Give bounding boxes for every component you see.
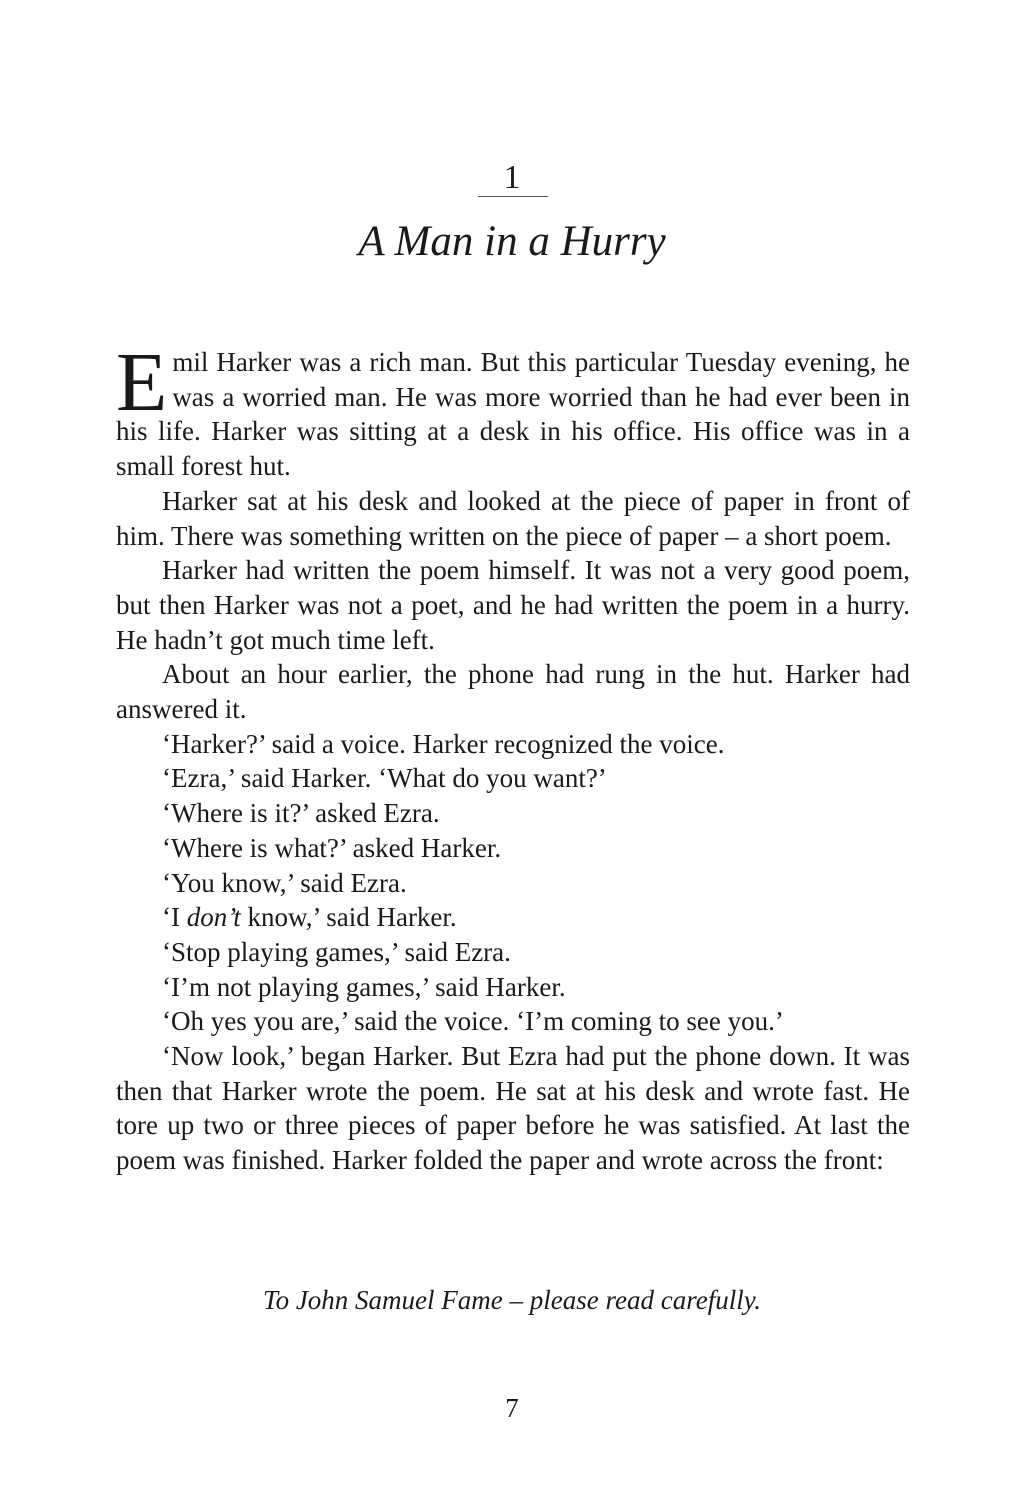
paragraph-1 <box>116 336 910 484</box>
chapter-body <box>116 336 910 1178</box>
paragraph-4: About an hour earlier, the phone had rung in the hut. Harker had answered it. <box>116 659 910 725</box>
dialogue-line-7: ‘Stop playing games,’ said Ezra. <box>162 936 511 967</box>
dialogue-line-6-start: ‘I <box>162 902 187 933</box>
dialogue-line-6-emphasis: don’t <box>186 902 241 933</box>
paragraph-1-text: mil Harker was a rich man. But this particular Tuesday evening, he was a worried man. He was more worried than he had ever been in his life. Harker was sitting at a desk in his office. His office was in a small forest hut. <box>116 347 910 482</box>
dialogue-line-2: ‘Ezra,’ said Harker. ‘What do you want?’ <box>162 763 607 794</box>
dialogue-line-6 <box>116 900 910 935</box>
page-number: 7 <box>505 1393 519 1423</box>
drop-cap: E <box>116 336 168 429</box>
dialogue-line-3: ‘Where is it?’ asked Ezra. <box>162 798 440 829</box>
dialogue-line-9: ‘Oh yes you are,’ said the voice. ‘I’m coming to see you.’ <box>162 1006 784 1037</box>
chapter-title: A Man in a Hurry <box>358 218 666 265</box>
paragraph-3: Harker had written the poem himself. It was not a very good poem, but then Harker was not a poet, and he had written the poem in a hurry. He hadn’t got much time left. <box>116 555 910 655</box>
chapter-number: 1 <box>503 159 521 196</box>
dialogue-line-5: ‘You know,’ said Ezra. <box>162 867 407 898</box>
dialogue-line-8: ‘I’m not playing games,’ said Harker. <box>162 971 566 1002</box>
dialogue-line-4: ‘Where is what?’ asked Harker. <box>162 832 502 863</box>
chapter-number-rule <box>478 196 548 197</box>
dialogue-line-1: ‘Harker?’ said a voice. Harker recognized the voice. <box>162 728 725 759</box>
paragraph-5: ‘Now look,’ began Harker. But Ezra had put the phone down. It was then that Harker wrote the poem. He sat at his desk and wrote fast. He tore up two or three pieces of paper before he was satisfied. At last the poem was finished. Harker folded the paper and wrote across the front: <box>116 1041 910 1176</box>
dialogue-line-6-end: know,’ said Harker. <box>240 902 457 933</box>
paragraph-2: Harker sat at his desk and looked at the piece of paper in front of him. There was something written on the piece of paper – a short poem. <box>116 485 910 551</box>
note-to-john-samuel-fame: To John Samuel Fame – please read carefully. <box>263 1285 761 1315</box>
